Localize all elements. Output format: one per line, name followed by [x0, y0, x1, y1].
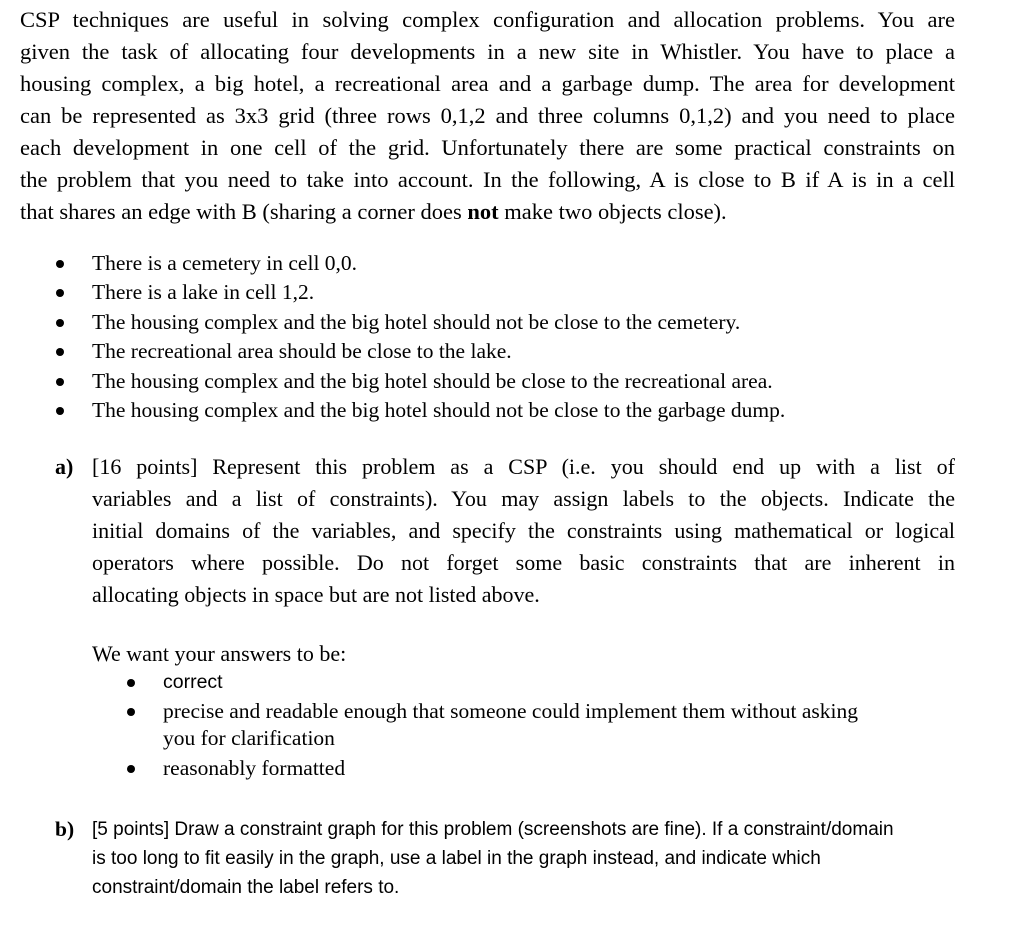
bullet-icon: [127, 765, 135, 773]
constraint-text: There is a cemetery in cell 0,0.: [92, 251, 358, 275]
constraint-text: The housing complex and the big hotel should not be close to the cemetery.: [92, 310, 741, 334]
bullet-icon: [56, 407, 64, 415]
requirement-text: correct: [163, 671, 223, 693]
intro-line: given the task of allocating four developments in a new site in Whistler. You have to place a: [20, 39, 955, 64]
question-b-label: b): [55, 817, 75, 841]
question-b-body: [92, 815, 962, 902]
intro-last-line-start: that shares an edge with B (sharing a corner does: [20, 199, 468, 224]
bullet-icon: [56, 260, 64, 268]
intro-paragraph: [20, 4, 955, 228]
constraint-text: The recreational area should be close to the lake.: [92, 339, 512, 363]
constraint-text: The housing complex and the big hotel should be close to the recreational area.: [92, 369, 773, 393]
constraint-item: [0, 249, 1010, 278]
constraint-item: [0, 337, 1010, 366]
question-a-line: allocating objects in space but are not listed above.: [92, 582, 540, 607]
bullet-icon: [56, 289, 64, 297]
intro-line: each development in one cell of the grid. Unfortunately there are some practical constraints on: [20, 135, 955, 160]
constraint-text: The housing complex and the big hotel should not be close to the garbage dump.: [92, 398, 786, 422]
intro-last-line: [20, 196, 955, 228]
bullet-icon: [127, 679, 135, 687]
question-a-line: initial domains of the variables, and specify the constraints using mathematical or logical: [92, 518, 955, 543]
question-a-line: variables and a list of constraints). You may assign labels to the objects. Indicate the: [92, 486, 955, 511]
bullet-icon: [56, 378, 64, 386]
bullet-icon: [56, 348, 64, 356]
question-a-line: [16 points] Represent this problem as a CSP (i.e. you should end up with a list of: [92, 454, 955, 479]
constraint-item: [0, 278, 1010, 307]
requirement-text-cont: you for clarification: [163, 726, 335, 750]
question-b-line: is too long to fit easily in the graph, use a label in the graph instead, and indicate which: [92, 848, 821, 869]
intro-line: CSP techniques are useful in solving complex configuration and allocation problems. You are: [20, 7, 955, 32]
bullet-icon: [127, 708, 135, 716]
question-a-line: operators where possible. Do not forget some basic constraints that are inherent in: [92, 550, 955, 575]
question-b-line: constraint/domain the label refers to.: [92, 877, 400, 898]
intro-line: housing complex, a big hotel, a recreational area and a garbage dump. The area for development: [20, 71, 955, 96]
intro-last-line-end: make two objects close).: [498, 199, 727, 224]
constraint-item: [0, 308, 1010, 337]
requirement-text: precise and readable enough that someone could implement them without asking: [163, 699, 858, 723]
constraint-item: [0, 367, 1010, 396]
question-b-line: [5 points] Draw a constraint graph for this problem (screenshots are fine). If a constraint/domain: [92, 819, 894, 840]
constraint-text: There is a lake in cell 1,2.: [92, 280, 315, 304]
constraint-item: [0, 396, 1010, 425]
intro-emphasis-not: not: [467, 199, 499, 224]
requirements-heading: We want your answers to be:: [92, 641, 347, 666]
intro-line: can be represented as 3x3 grid (three rows 0,1,2 and three columns 0,1,2) and you need to place: [20, 103, 955, 128]
bullet-icon: [56, 319, 64, 327]
intro-line: the problem that you need to take into account. In the following, A is close to B if A is in a cell: [20, 167, 955, 192]
requirement-text: reasonably formatted: [163, 756, 346, 780]
question-a-body: [92, 451, 955, 611]
question-a-label: a): [55, 454, 74, 479]
